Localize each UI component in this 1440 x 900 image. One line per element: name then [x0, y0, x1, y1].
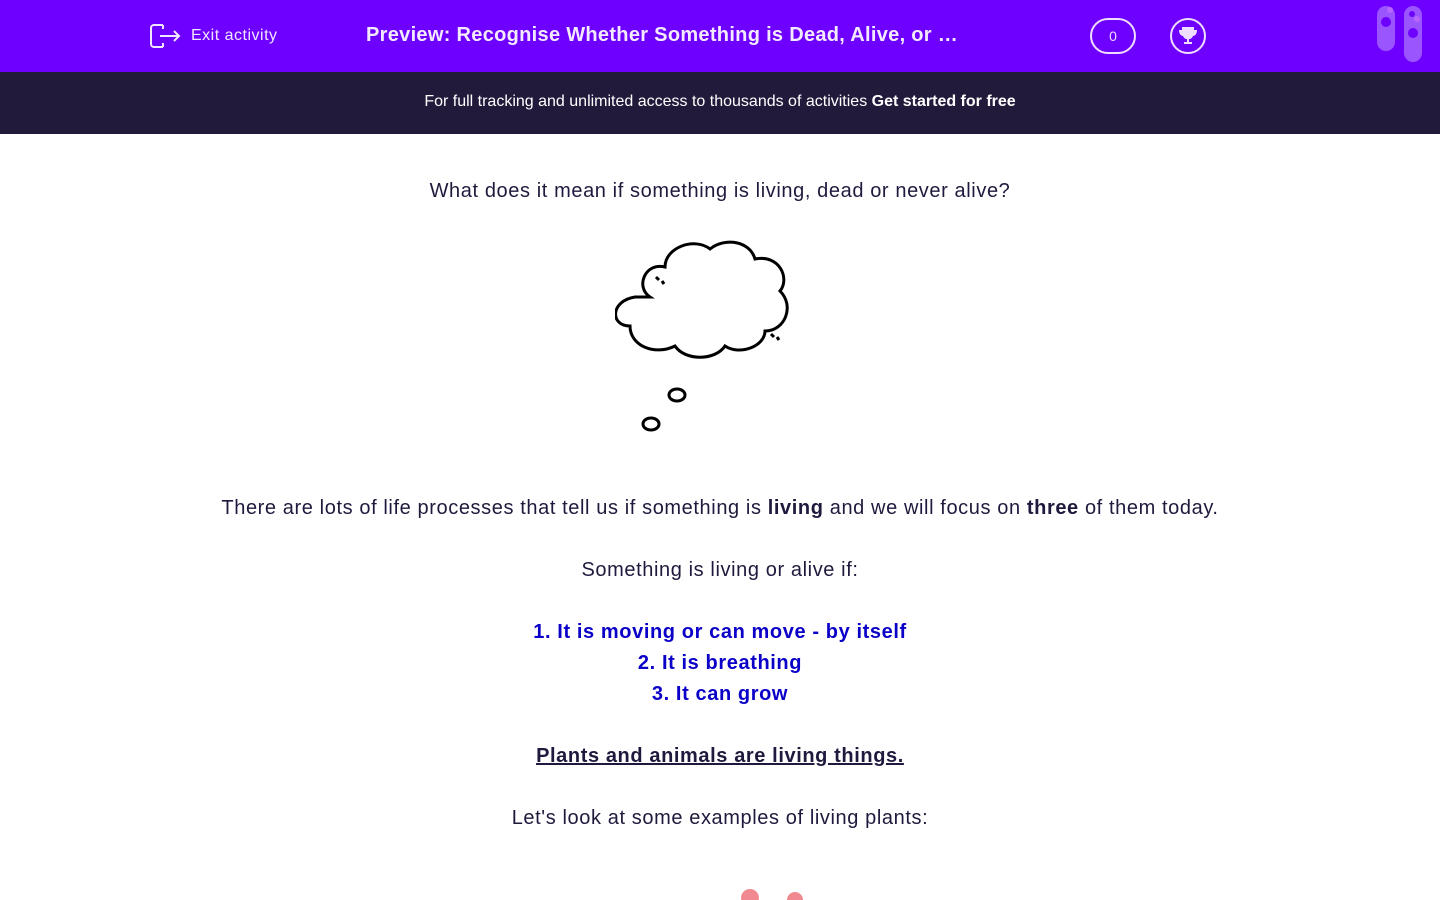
life-process-2: 2. It is breathing [637, 652, 803, 674]
statement-text: Plants and animals are living things. [536, 745, 904, 767]
flower-image [730, 884, 820, 900]
test-tubes-logo [1376, 6, 1436, 64]
get-started-link[interactable]: Get started for free [871, 93, 1016, 110]
thought-bubble-image [615, 237, 825, 437]
exit-icon [149, 22, 181, 50]
exit-label: Exit activity [191, 27, 278, 44]
activity-title: Preview: Recognise Whether Something is Dead, Alive, or … [366, 24, 959, 46]
question-text: What does it mean if something is living, dead or never alive? [429, 180, 1011, 202]
intro-text: There are lots of life processes that tell us if something is living and we will focus on three of them today. [221, 497, 1219, 519]
examples-text: Let's look at some examples of living plants: [511, 807, 929, 829]
trophy-icon [1177, 25, 1199, 47]
signup-banner [0, 72, 1440, 134]
life-process-3: 3. It can grow [651, 683, 789, 705]
banner-text: For full tracking and unlimited access to thousands of activities [424, 93, 872, 110]
lead-text: Something is living or alive if: [581, 559, 859, 581]
life-process-1: 1. It is moving or can move - by itself [533, 621, 907, 643]
exit-activity-button[interactable] [149, 22, 278, 50]
score-badge: 0 [1090, 18, 1136, 54]
trophy-button[interactable] [1170, 18, 1206, 54]
top-bar [0, 0, 1440, 72]
